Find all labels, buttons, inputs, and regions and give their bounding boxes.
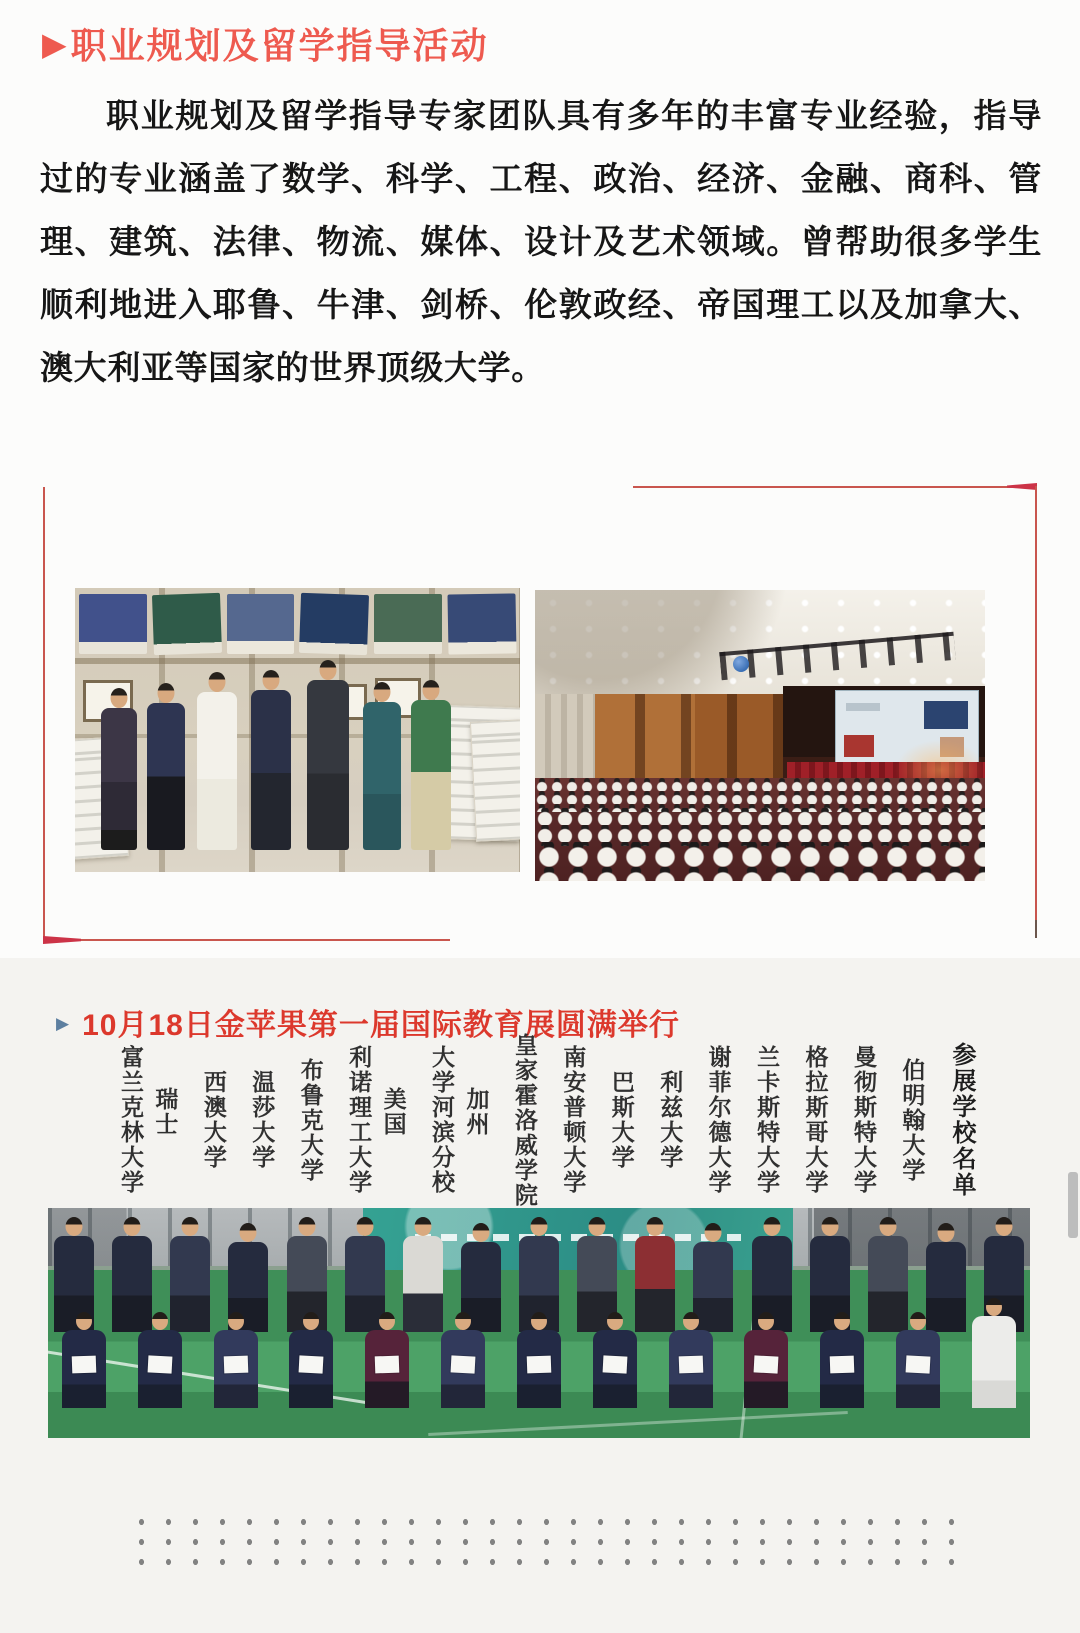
school-country-prefix: 加州 bbox=[463, 1087, 490, 1137]
person-figure bbox=[251, 690, 291, 850]
auditorium-lecture-photo bbox=[535, 590, 985, 881]
school-name-column bbox=[657, 1070, 683, 1170]
person-figure-certificate bbox=[214, 1330, 258, 1408]
scrollbar-thumb[interactable] bbox=[1068, 1172, 1078, 1238]
expo-heading-text: 10月18日金苹果第一届国际教育展圆满举行 bbox=[82, 1009, 680, 1042]
career-section-heading-text: 职业规划及留学指导活动 bbox=[70, 25, 489, 66]
front-row-people bbox=[62, 1316, 1016, 1408]
school-name-column bbox=[346, 1045, 407, 1195]
person-figure-certificate bbox=[289, 1330, 333, 1408]
window-wall bbox=[535, 694, 599, 790]
school-name: 布鲁克大学 bbox=[297, 1057, 324, 1183]
school-list bbox=[118, 1032, 975, 1208]
school-name-column bbox=[200, 1070, 226, 1170]
triangle-bullet-icon: ▶ bbox=[56, 1013, 71, 1033]
audience bbox=[535, 778, 985, 881]
frame-top-dash bbox=[1007, 483, 1037, 490]
school-name: 谢菲尔德大学 bbox=[705, 1045, 732, 1195]
school-name: 利兹大学 bbox=[657, 1070, 684, 1170]
person-figure bbox=[411, 700, 451, 850]
audience-row-mid bbox=[535, 808, 985, 846]
school-country-prefix: 美国 bbox=[380, 1087, 407, 1137]
school-name-column bbox=[899, 1058, 925, 1183]
person-figure-certificate bbox=[972, 1316, 1016, 1408]
frame-top-line bbox=[633, 486, 1037, 488]
person-figure-certificate bbox=[896, 1330, 940, 1408]
person-figure-certificate bbox=[441, 1330, 485, 1408]
frame-bottom-line bbox=[43, 939, 450, 941]
court-line bbox=[428, 1411, 848, 1436]
school-name: 温莎大学 bbox=[249, 1070, 276, 1170]
school-name: 巴斯大学 bbox=[608, 1070, 635, 1170]
person-figure-certificate bbox=[669, 1330, 713, 1408]
person-figure-certificate bbox=[138, 1330, 182, 1408]
person-figure-certificate bbox=[365, 1330, 409, 1408]
frame-left-line bbox=[43, 487, 45, 941]
school-name-column bbox=[560, 1045, 586, 1195]
school-name-column bbox=[511, 1033, 537, 1208]
person-figure bbox=[101, 708, 137, 850]
expo-group-photo bbox=[48, 1208, 1030, 1438]
school-name: 格拉斯哥大学 bbox=[802, 1045, 829, 1195]
school-name: 皇家霍洛威学院 bbox=[511, 1032, 538, 1208]
school-name: 富兰克林大学 bbox=[117, 1045, 144, 1195]
school-name-column bbox=[947, 1042, 975, 1198]
person-figure-certificate bbox=[820, 1330, 864, 1408]
school-name: 曼彻斯特大学 bbox=[850, 1045, 877, 1195]
school-name: 参展学校名单 bbox=[948, 1042, 975, 1198]
school-country-prefix: 瑞士 bbox=[152, 1087, 179, 1137]
frame-right-line bbox=[1035, 486, 1037, 938]
school-name-column bbox=[802, 1045, 828, 1195]
school-name-column bbox=[851, 1045, 877, 1195]
school-name: 大学河滨分校 bbox=[429, 1045, 456, 1195]
triangle-bullet-icon: ▶ bbox=[42, 25, 69, 62]
school-name-column bbox=[429, 1045, 490, 1195]
school-name: 利诺理工大学 bbox=[346, 1045, 373, 1195]
school-name-column bbox=[608, 1070, 634, 1170]
intro-paragraph: 职业规划及留学指导专家团队具有多年的丰富专业经验，指导过的专业涵盖了数学、科学、工程、政治、经济、金融、商科、管理、建筑、法律、物流、媒体、设计及艺术领域。曾帮助很多学生顺利地进入耶鲁、牛津、剑桥、伦敦政经、帝国理工以及加拿大、澳大利亚等国家的世界顶级大学。 bbox=[40, 97, 1042, 386]
globe-decoration bbox=[733, 656, 749, 672]
frame-bottom-dash bbox=[43, 936, 81, 944]
person-figure bbox=[147, 703, 185, 850]
career-section-heading bbox=[42, 18, 489, 69]
audience-row-near bbox=[535, 842, 985, 881]
dots-pattern bbox=[128, 1512, 964, 1570]
school-name: 南安普顿大学 bbox=[560, 1045, 587, 1195]
school-name-column bbox=[118, 1045, 179, 1195]
person-figure bbox=[197, 692, 237, 850]
school-name-column bbox=[705, 1045, 731, 1195]
person-figure-certificate bbox=[593, 1330, 637, 1408]
school-name: 兰卡斯特大学 bbox=[754, 1045, 781, 1195]
school-name-column bbox=[249, 1070, 275, 1170]
person-figure-certificate bbox=[62, 1330, 106, 1408]
school-name-column bbox=[297, 1058, 323, 1183]
audience-row-far bbox=[535, 778, 985, 812]
school-name: 伯明翰大学 bbox=[899, 1057, 926, 1183]
advisors-group-photo bbox=[75, 588, 520, 872]
person-figure-certificate bbox=[744, 1330, 788, 1408]
shelf-photos bbox=[79, 594, 516, 654]
person-figure bbox=[307, 680, 349, 850]
person-figure-certificate bbox=[517, 1330, 561, 1408]
school-name: 西澳大学 bbox=[200, 1070, 227, 1170]
school-name-column bbox=[754, 1045, 780, 1195]
person-figure bbox=[363, 702, 401, 850]
display-board bbox=[470, 718, 520, 842]
